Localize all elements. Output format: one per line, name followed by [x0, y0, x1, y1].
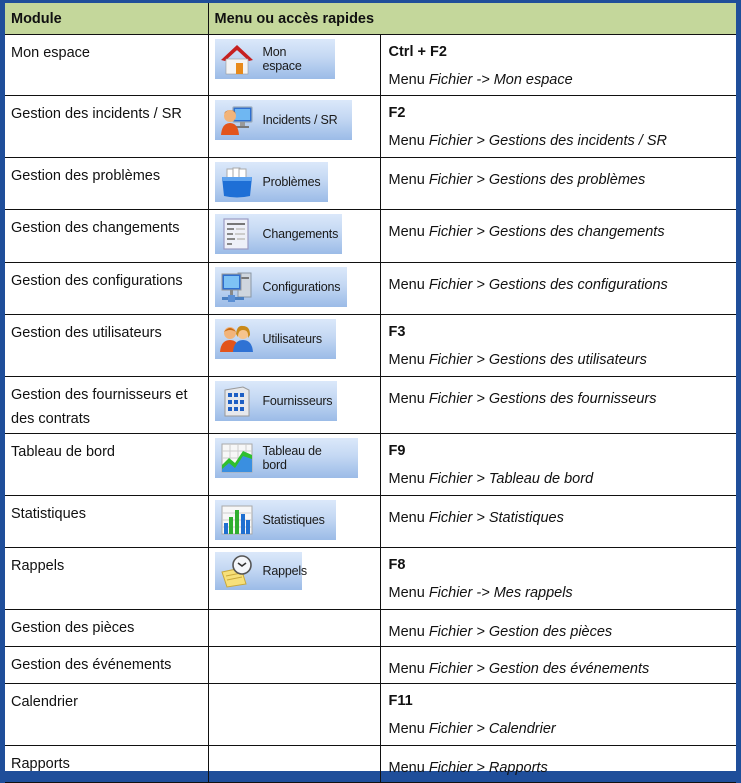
menu-separator: >: [476, 661, 485, 677]
access-cell: [380, 647, 736, 684]
module-name: Rapports: [5, 746, 208, 783]
menu-target: Mon espace: [493, 72, 573, 88]
shortcut-button-incidents-sr[interactable]: [215, 100, 352, 140]
button-cell: [208, 647, 380, 684]
access-cell: [380, 315, 736, 377]
menu-target: Statistiques: [488, 510, 564, 526]
access-cell: [380, 684, 736, 746]
shortcut-button-statistiques[interactable]: [215, 500, 336, 540]
menu-separator: >: [476, 172, 485, 188]
menu-target: Gestion des événements: [488, 661, 650, 677]
access-cell: [380, 610, 736, 647]
menu-separator: ->: [476, 585, 490, 601]
table-row: [5, 434, 736, 496]
module-name: Rappels: [5, 548, 208, 610]
keyboard-shortcut: F9: [388, 443, 406, 459]
module-name: Mon espace: [5, 35, 208, 96]
keyboard-shortcut: F8: [388, 557, 406, 573]
module-name: Gestion des pièces: [5, 610, 208, 647]
button-label: Configurations: [262, 280, 341, 294]
module-name: Gestion des changements: [5, 210, 208, 263]
menu-prefix: Menu: [388, 72, 425, 88]
menu-separator: >: [476, 510, 485, 526]
menu-item: Fichier: [428, 661, 473, 677]
shortcut-button-probl-mes[interactable]: [215, 162, 328, 202]
menu-prefix: Menu: [388, 133, 425, 149]
button-cell: [208, 377, 380, 434]
access-cell: [380, 158, 736, 210]
table-row: [5, 377, 736, 434]
button-label: Fournisseurs: [262, 394, 333, 408]
menu-prefix: Menu: [388, 760, 425, 776]
module-name: Gestion des problèmes: [5, 158, 208, 210]
menu-prefix: Menu: [388, 172, 425, 188]
shortcut-button-tableau-de-bord[interactable]: [215, 438, 358, 478]
menu-prefix: Menu: [388, 510, 425, 526]
button-cell: [208, 684, 380, 746]
button-cell: [208, 35, 380, 96]
menu-path: [389, 218, 737, 246]
menu-prefix: Menu: [388, 721, 425, 737]
table-row: [5, 647, 736, 684]
module-name: Gestion des utilisateurs: [5, 315, 208, 377]
menu-separator: >: [476, 721, 485, 737]
document-frame: [5, 3, 736, 776]
menu-separator: >: [476, 133, 485, 149]
header-module: Module: [5, 3, 208, 35]
access-cell: [380, 496, 736, 548]
module-name: Gestion des événements: [5, 647, 208, 684]
module-name: Gestion des configurations: [5, 263, 208, 315]
folder-box-icon: [219, 165, 263, 199]
users-icon: [219, 322, 263, 356]
menu-path: [389, 504, 737, 532]
shortcut-button-configurations[interactable]: [215, 267, 347, 307]
menu-target: Gestions des changements: [488, 224, 665, 240]
menu-item: Fichier: [428, 224, 473, 240]
menu-separator: >: [476, 391, 485, 407]
menu-target: Calendrier: [488, 721, 556, 737]
button-cell: [208, 158, 380, 210]
header-access: Menu ou accès rapides: [208, 3, 736, 35]
menu-item: Fichier: [428, 510, 473, 526]
menu-separator: ->: [476, 72, 490, 88]
menu-path: [389, 166, 737, 194]
menu-item: Fichier: [428, 277, 473, 293]
button-cell: [208, 96, 380, 158]
table-row: [5, 158, 736, 210]
user-computer-icon: [219, 103, 263, 137]
modules-table: [5, 3, 736, 783]
menu-path: [389, 715, 737, 743]
access-cell: [380, 96, 736, 158]
module-name: Calendrier: [5, 684, 208, 746]
menu-prefix: Menu: [388, 661, 425, 677]
button-label: Mon espace: [262, 45, 302, 73]
module-name: Statistiques: [5, 496, 208, 548]
menu-path: [389, 655, 737, 683]
table-row: [5, 746, 736, 783]
menu-prefix: Menu: [388, 585, 425, 601]
button-cell: [208, 263, 380, 315]
table-row: [5, 96, 736, 158]
shortcut-button-utilisateurs[interactable]: [215, 319, 336, 359]
menu-prefix: Menu: [388, 277, 425, 293]
access-cell: [380, 377, 736, 434]
access-cell: [380, 210, 736, 263]
menu-target: Gestions des incidents / SR: [488, 133, 667, 149]
keyboard-shortcut: F2: [388, 105, 406, 121]
shortcut-button-mon-espace[interactable]: [215, 39, 335, 79]
button-cell: [208, 434, 380, 496]
building-icon: [219, 384, 263, 418]
menu-target: Gestions des utilisateurs: [488, 352, 647, 368]
menu-target: Gestions des configurations: [488, 277, 668, 293]
table-row: [5, 315, 736, 377]
shortcut-button-changements[interactable]: [215, 214, 342, 254]
menu-item: Fichier: [428, 172, 473, 188]
table-body: [5, 35, 736, 783]
table-row: [5, 263, 736, 315]
table-row: [5, 684, 736, 746]
menu-item: Fichier: [428, 133, 473, 149]
menu-separator: >: [476, 277, 485, 293]
button-label: Statistiques: [262, 513, 325, 527]
button-label: Changements: [262, 227, 339, 241]
access-cell: [380, 35, 736, 96]
table-row: [5, 210, 736, 263]
button-cell: [208, 210, 380, 263]
shortcut-button-rappels[interactable]: [215, 552, 307, 590]
menu-item: Fichier: [428, 721, 473, 737]
menu-path: [389, 346, 737, 374]
table-row: [5, 35, 736, 96]
button-cell: [208, 746, 380, 783]
menu-item: Fichier: [428, 72, 473, 88]
module-name: Tableau de bord: [5, 434, 208, 496]
menu-separator: >: [476, 471, 485, 487]
menu-target: Gestions des fournisseurs: [488, 391, 657, 407]
keyboard-shortcut: Ctrl + F2: [388, 44, 447, 60]
menu-separator: >: [476, 624, 485, 640]
button-label: Rappels: [262, 564, 307, 578]
menu-path: [389, 66, 737, 94]
table-header-row: [5, 3, 736, 35]
menu-separator: >: [476, 352, 485, 368]
table-row: [5, 548, 736, 610]
button-label: Tableau de bord: [262, 444, 322, 472]
menu-item: Fichier: [428, 585, 473, 601]
module-name: Gestion des fournisseurs et des contrats: [5, 377, 208, 434]
menu-target: Gestions des problèmes: [488, 172, 646, 188]
module-name: Gestion des incidents / SR: [5, 96, 208, 158]
table-row: [5, 496, 736, 548]
menu-item: Fichier: [428, 391, 473, 407]
menu-target: Rapports: [488, 760, 548, 776]
keyboard-shortcut: F3: [388, 324, 406, 340]
menu-path: [389, 385, 737, 413]
access-cell: [380, 263, 736, 315]
button-label: Problèmes: [262, 175, 321, 189]
button-cell: [208, 315, 380, 377]
house-icon: [219, 42, 263, 76]
menu-path: [389, 127, 737, 155]
line-chart-icon: [219, 441, 263, 475]
button-label: Incidents / SR: [262, 113, 338, 127]
access-cell: [380, 548, 736, 610]
menu-prefix: Menu: [388, 624, 425, 640]
menu-path: [389, 618, 737, 646]
access-cell: [380, 434, 736, 496]
document-list-icon: [219, 217, 263, 251]
menu-prefix: Menu: [388, 391, 425, 407]
button-cell: [208, 548, 380, 610]
menu-separator: >: [476, 760, 485, 776]
table-row: [5, 610, 736, 647]
button-cell: [208, 496, 380, 548]
menu-target: Tableau de bord: [488, 471, 594, 487]
button-label: Utilisateurs: [262, 332, 322, 346]
shortcut-button-fournisseurs[interactable]: [215, 381, 337, 421]
keyboard-shortcut: F11: [388, 693, 413, 709]
menu-target: Mes rappels: [493, 585, 573, 601]
menu-path: [389, 465, 737, 493]
clock-note-icon: [219, 554, 263, 588]
menu-item: Fichier: [428, 352, 473, 368]
computer-network-icon: [219, 270, 263, 304]
bar-chart-icon: [219, 503, 263, 537]
menu-prefix: Menu: [388, 352, 425, 368]
menu-item: Fichier: [428, 471, 473, 487]
button-cell: [208, 610, 380, 647]
menu-item: Fichier: [428, 624, 473, 640]
menu-path: [389, 271, 737, 299]
access-cell: [380, 746, 736, 783]
menu-path: [389, 579, 737, 607]
menu-separator: >: [476, 224, 485, 240]
menu-prefix: Menu: [388, 471, 425, 487]
menu-target: Gestion des pièces: [488, 624, 613, 640]
menu-prefix: Menu: [388, 224, 425, 240]
menu-item: Fichier: [428, 760, 473, 776]
